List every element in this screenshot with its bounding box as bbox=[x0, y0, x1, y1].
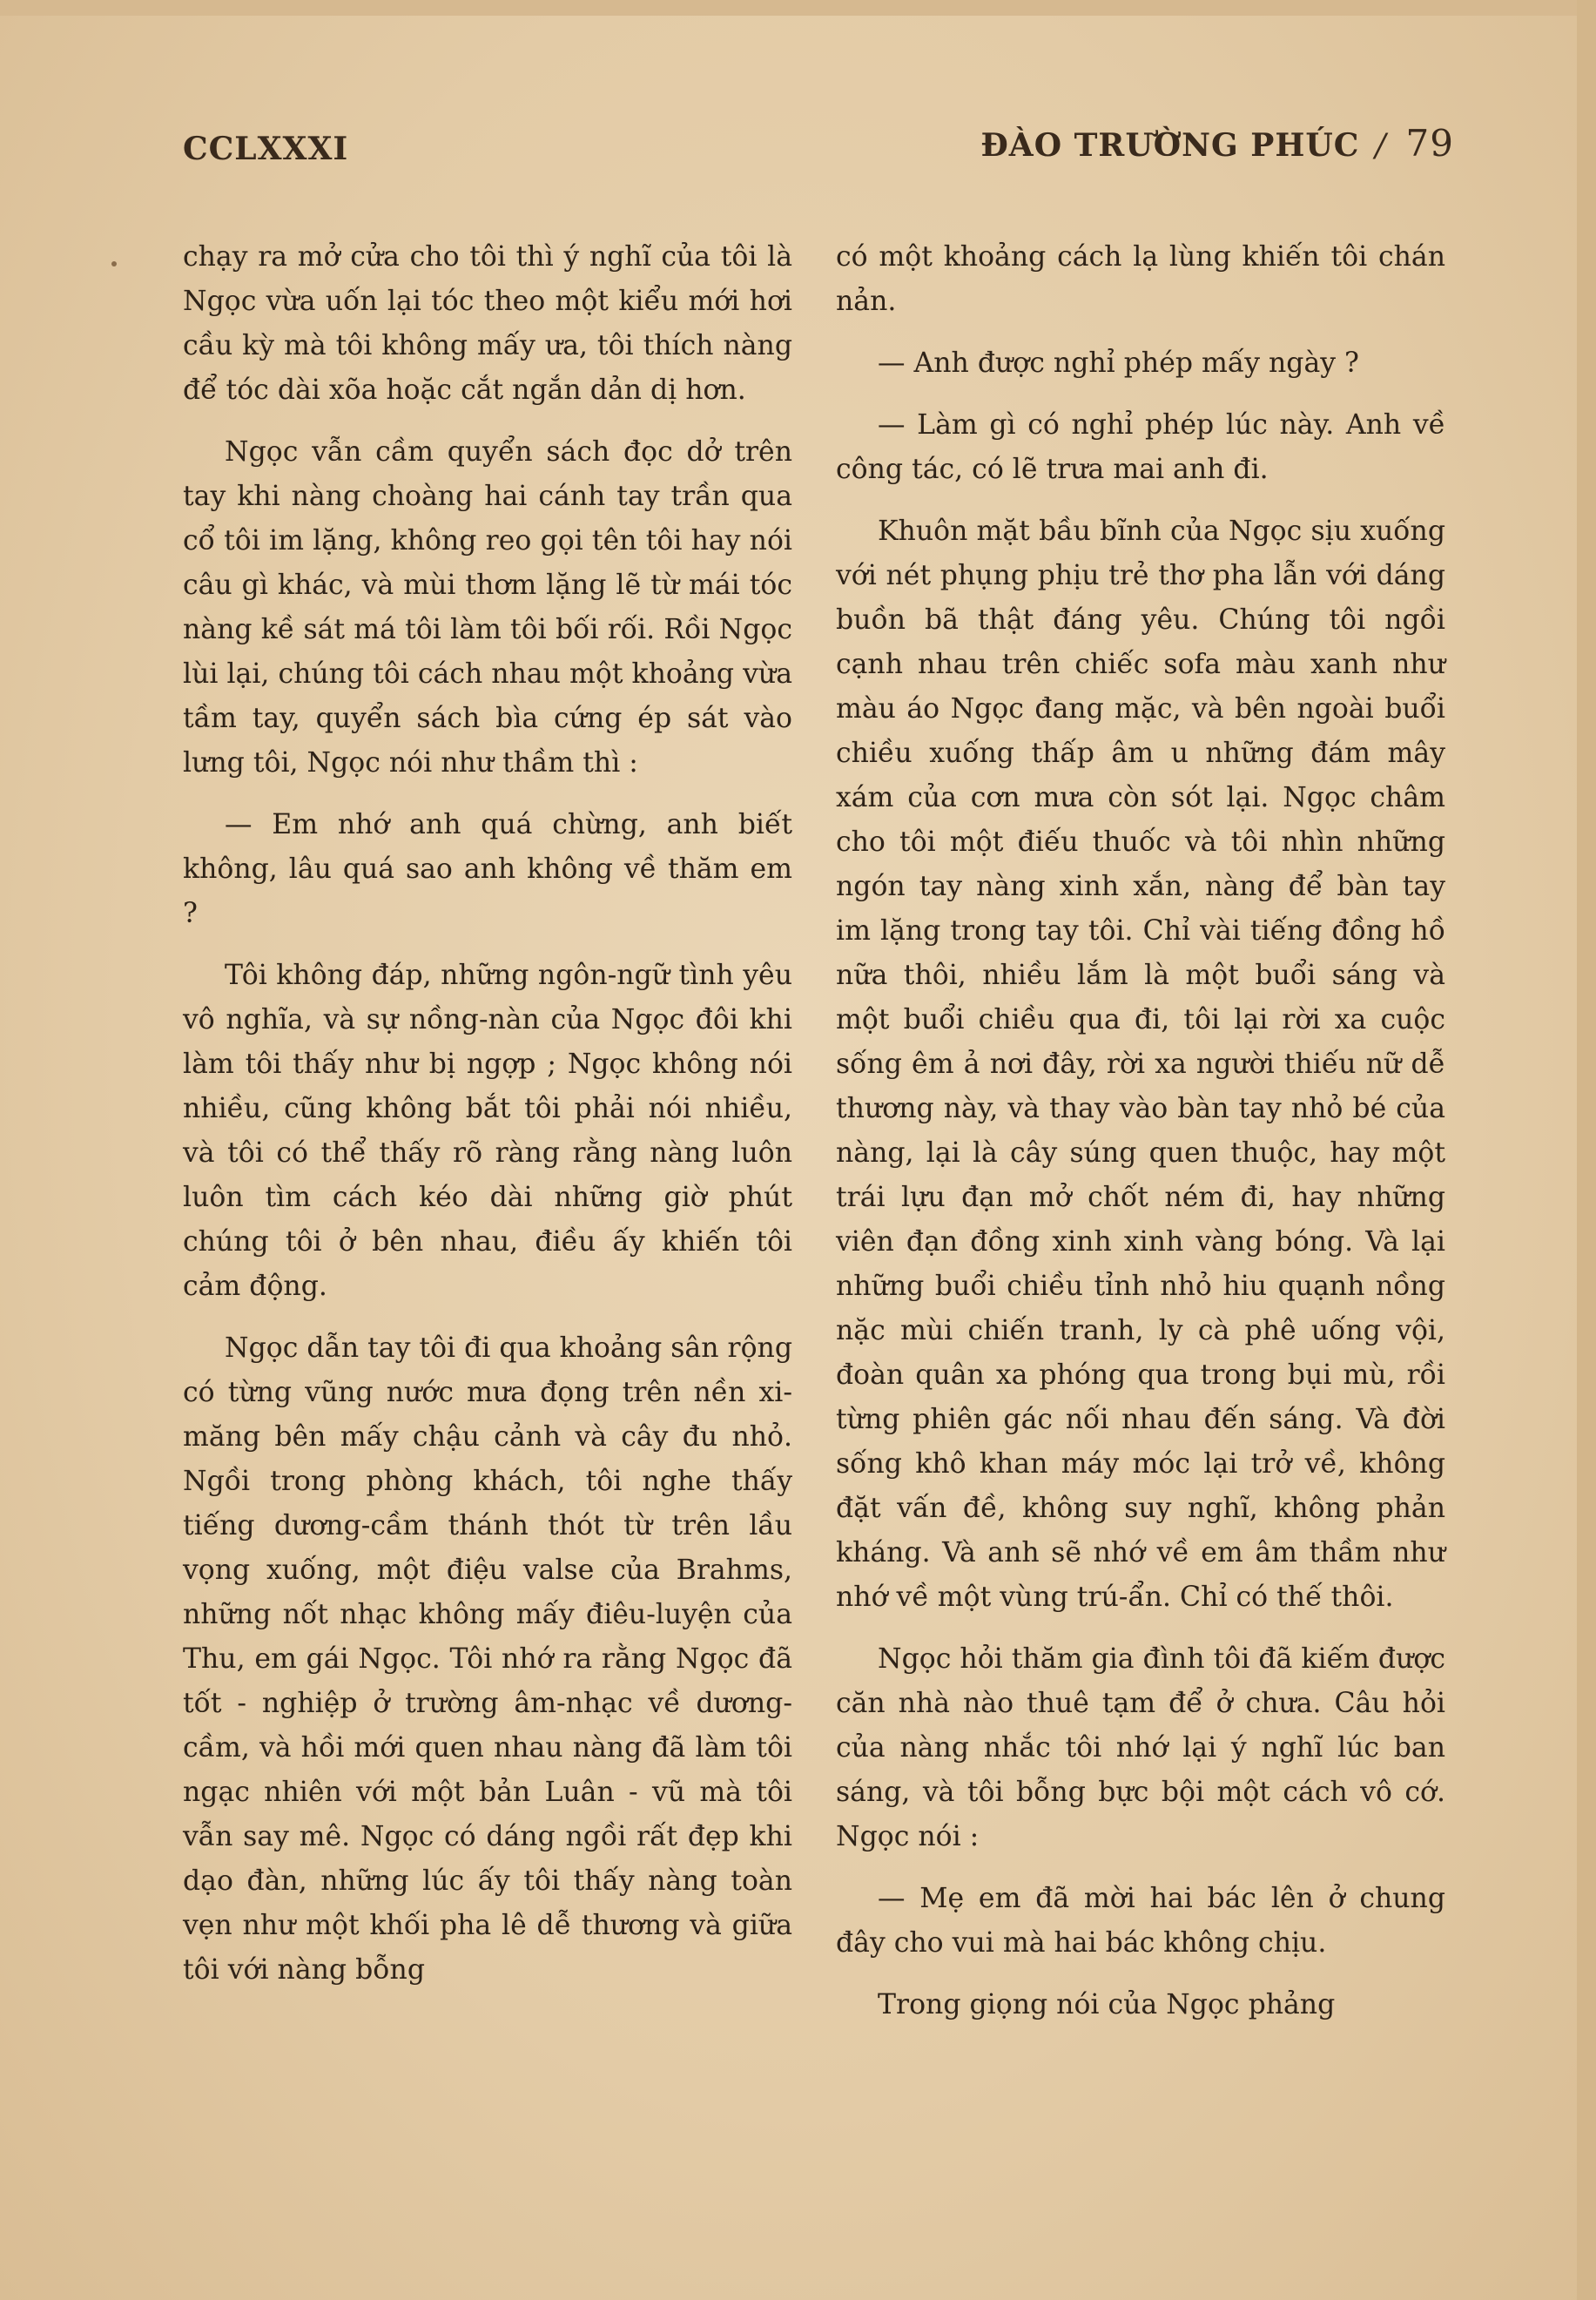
paragraph: chạy ra mở cửa cho tôi thì ý nghĩ của tôi là Ngọc vừa uốn lại tóc theo một kiểu mới hơi cầu kỳ mà tôi không mấy ưa, tôi thích nàng để tóc dài xõa hoặc cắt ngắn dản dị hơn. bbox=[183, 241, 792, 406]
left-column bbox=[183, 235, 792, 2010]
paragraph: Trong giọng nói của Ngọc phảng bbox=[878, 1989, 1336, 2020]
page-right-edge bbox=[1577, 0, 1596, 2300]
paragraph: Khuôn mặt bầu bĩnh của Ngọc sịu xuống với nét phụng phịu trẻ thơ pha lẫn với dáng buồn bã thật đáng yêu. Chúng tôi ngồi cạnh nhau trên chiếc sofa màu xanh như màu áo Ngọc đang mặc, và bên ngoài buổi chiều xuống thấp âm u những đám mây xám của cơn mưa còn sót lại. Ngọc châm cho tôi một điếu thuốc và tôi nhìn những ngón tay nàng xinh xắn, nàng để bàn tay im lặng trong tay tôi. Chỉ vài tiếng đồng hồ nữa thôi, nhiều lắm là một buổi sáng và một buổi chiều qua đi, tôi lại rời xa cuộc sống êm ả nơi đây, rời xa người thiếu nữ dễ thương này, và thay vào bàn tay nhỏ bé của nàng, lại là cây súng quen thuộc, hay một trái lựu đạn mở chốt ném đi, hay những viên đạn đồng xinh xinh vàng bóng. Và lại những buổi chiều tỉnh nhỏ hiu quạnh nồng nặc mùi chiến tranh, ly cà phê uống vội, đoàn quân xa phóng qua trong bụi mù, rồi từng phiên gác nối nhau đến sáng. Và đời sống khô khan máy móc lại trở về, không đặt vấn đề, không suy nghĩ, không phản kháng. Và anh sẽ nhớ về em âm thầm như nhớ về một vùng trú-ẩn. Chỉ có thế thôi. bbox=[836, 516, 1445, 1613]
paragraph: — Mẹ em đã mời hai bác lên ở chung đây cho vui mà hai bác không chịu. bbox=[836, 1883, 1445, 1959]
issue-number: CCLXXXI bbox=[183, 131, 349, 167]
running-header bbox=[183, 122, 1454, 174]
paragraph: Ngọc dẫn tay tôi đi qua khoảng sân rộng có từng vũng nước mưa đọng trên nền xi-măng bên mấy chậu cảnh và cây đu nhỏ. Ngồi trong phòng khách, tôi nghe thấy tiếng dương-cầm thánh thót từ trên lầu vọng xuống, một điệu valse của Brahms, những nốt nhạc không mấy điêu-luyện của Thu, em gái Ngọc. Tôi nhớ ra rằng Ngọc đã tốt - nghiệp ở trường âm-nhạc về dương-cầm, và hồi mới quen nhau nàng đã làm tôi ngạc nhiên với một bản Luân - vũ mà tôi vẫn say mê. Ngọc có dáng ngồi rất đẹp khi dạo đàn, những lúc ấy tôi thấy nàng toàn vẹn như một khối pha lê dễ thương và giữa tôi với nàng bỗng bbox=[183, 1332, 792, 1986]
page-number: 79 bbox=[1405, 122, 1454, 165]
paragraph: có một khoảng cách lạ lùng khiến tôi chán nản. bbox=[836, 241, 1445, 317]
paragraph: — Anh được nghỉ phép mấy ngày ? bbox=[878, 347, 1359, 379]
paragraph: — Làm gì có nghỉ phép lúc này. Anh về công tác, có lẽ trưa mai anh đi. bbox=[836, 409, 1445, 485]
author-and-page bbox=[980, 122, 1454, 165]
header-separator: / bbox=[1375, 128, 1387, 164]
author-name: ĐÀO TRƯỜNG PHÚC bbox=[980, 127, 1360, 164]
paragraph: Ngọc hỏi thăm gia đình tôi đã kiếm được căn nhà nào thuê tạm để ở chưa. Câu hỏi của nàng nhắc tôi nhớ lại ý nghĩ lúc ban sáng, và tôi bỗng bực bội một cách vô cớ. Ngọc nói : bbox=[836, 1643, 1445, 1852]
page-top-edge bbox=[0, 0, 1596, 16]
margin-speck bbox=[111, 261, 117, 266]
right-column bbox=[836, 235, 1445, 2045]
paragraph: — Em nhớ anh quá chừng, anh biết không, lâu quá sao anh không về thăm em ? bbox=[183, 809, 792, 929]
paragraph: Tôi không đáp, những ngôn-ngữ tình yêu vô nghĩa, và sự nồng-nàn của Ngọc đôi khi làm tôi thấy như bị ngợp ; Ngọc không nói nhiều, cũng không bắt tôi phải nói nhiều, và tôi có thể thấy rõ ràng rằng nàng luôn luôn tìm cách kéo dài những giờ phút chúng tôi ở bên nhau, điều ấy khiến tôi cảm động. bbox=[183, 960, 792, 1302]
paragraph: Ngọc vẫn cầm quyển sách đọc dở trên tay khi nàng choàng hai cánh tay trần qua cổ tôi im lặng, không reo gọi tên tôi hay nói câu gì khác, và mùi thơm lặng lẽ từ mái tóc nàng kề sát má tôi làm tôi bối rối. Rồi Ngọc lùi lại, chúng tôi cách nhau một khoảng vừa tầm tay, quyển sách bìa cứng ép sát vào lưng tôi, Ngọc nói như thầm thì : bbox=[183, 436, 792, 779]
